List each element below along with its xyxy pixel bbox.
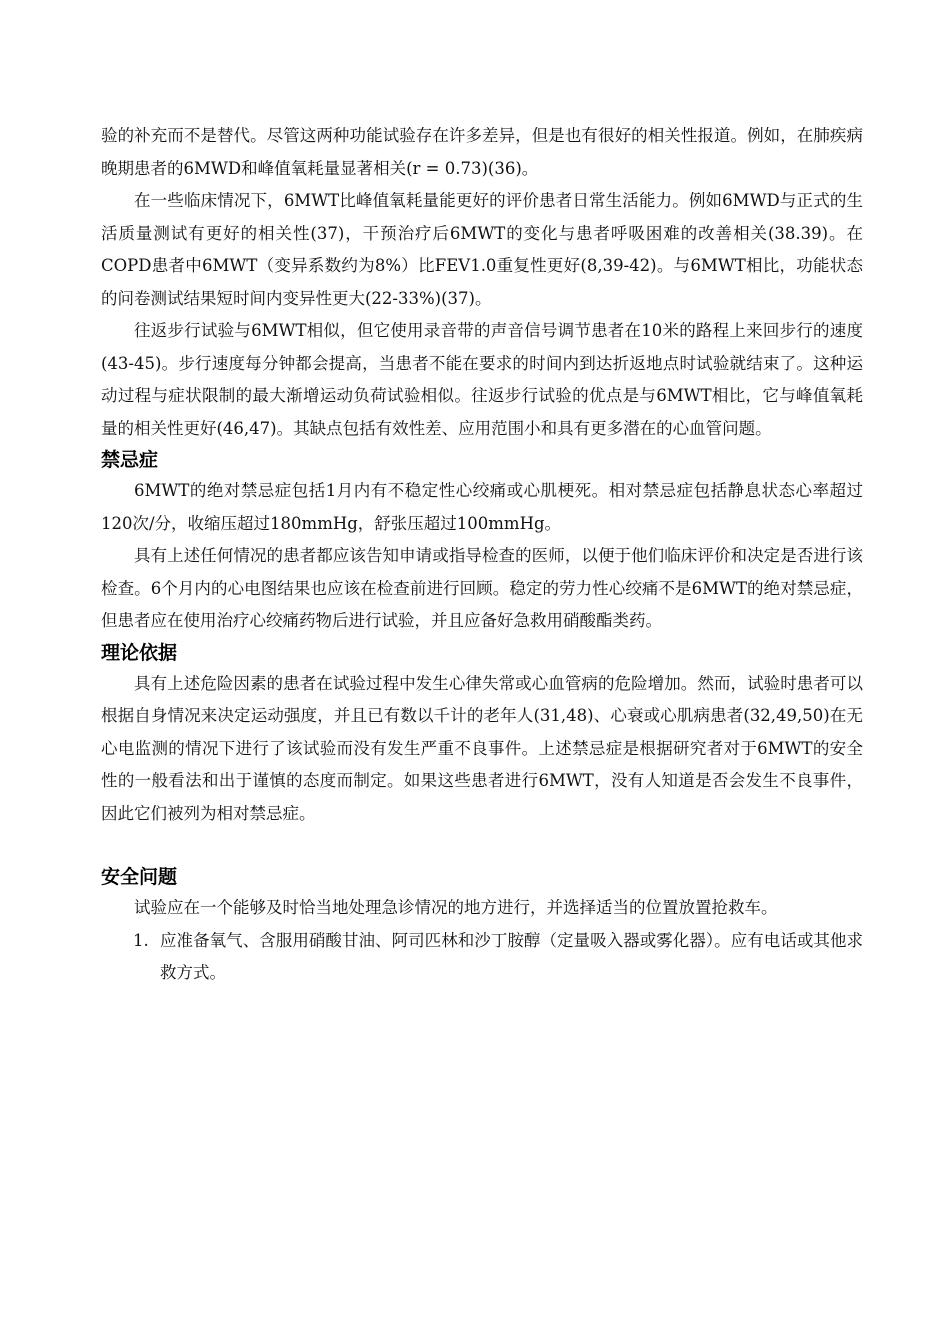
section-spacer [101, 830, 863, 862]
contraindications-paragraph-2: 具有上述任何情况的患者都应该告知申请或指导检查的医师，以便于他们临床评价和决定是否进行该检查。6个月内的心电图结果也应该在检查前进行回顾。稳定的劳力性心绞痛不是6MWT的绝对禁忌症，但患者应在使用治疗心绞痛药物后进行试验，并且应备好急救用硝酸酯类药。 [101, 546, 863, 630]
rationale-heading: 理论依据 [101, 641, 178, 664]
safety-heading: 安全问题 [101, 866, 178, 888]
contraindications-paragraph-1: 6MWT的绝对禁忌症包括1月内有不稳定性心绞痛或心肌梗死。相对禁忌症包括静息状态心率超过120次/分，收缩压超过180mmHg，舒张压超过100mmHg。 [101, 481, 863, 533]
intro-paragraph-2: 在一些临床情况下，6MWT比峰值氧耗量能更好的评价患者日常生活能力。例如6MWD与正式的生活质量测试有更好的相关性(37)，干预治疗后6MWT的变化与患者呼吸困难的改善相关(38.39)。在COPD患者中6MWT（变异系数约为8%）比FEV1.0重复性更好(8,39-42)。与6MWT相比，功能状态的问卷测试结果短时间内变异性更大(22-33%)(37)。 [101, 191, 863, 308]
list-item-text: 应准备氧气、含服用硝酸甘油、阿司匹林和沙丁胺醇（定量吸入器或雾化器）。应有电话或其他求救方式。 [160, 930, 863, 982]
rationale-paragraph-1: 具有上述危险因素的患者在试验过程中发生心律失常或心血管病的危险增加。然而，试验时患者可以根据自身情况来决定运动强度，并且已有数以千计的老年人(31,48)、心衰或心肌病患者(32,49,50)在无心电监测的情况下进行了该试验而没有发生严重不良事件。上述禁忌症是根据研究者对于6MWT的安全性的一般看法和出于谨慎的态度而制定。如果这些患者进行6MWT，没有人知道是否会发生不良事件，因此它们被列为相对禁忌症。 [101, 673, 863, 823]
intro-paragraph-1: 验的补充而不是替代。尽管这两种功能试验存在许多差异，但是也有很好的相关性报道。例如，在肺疾病晚期患者的6MWD和峰值氧耗量显著相关(r = 0.73)(36)。 [101, 126, 863, 178]
document-body [101, 120, 863, 990]
intro-paragraph-3: 往返步行试验与6MWT相似，但它使用录音带的声音信号调节患者在10米的路程上来回步行的速度(43-45)。步行速度每分钟都会提高，当患者不能在要求的时间内到达折返地点时试验就结束了。这种运动过程与症状限制的最大渐增运动负荷试验相似。往返步行试验的优点是与6MWT相比，它与峰值氧耗量的相关性更好(46,47)。其缺点包括有效性差、应用范围小和具有更多潜在的心血管问题。 [101, 321, 863, 438]
safety-intro-paragraph: 试验应在一个能够及时恰当地处理急诊情况的地方进行，并选择适当的位置放置抢救车。 [134, 898, 778, 917]
safety-list-item [101, 925, 863, 990]
contraindications-heading: 禁忌症 [101, 449, 159, 471]
list-item-number: 1. [133, 930, 149, 950]
